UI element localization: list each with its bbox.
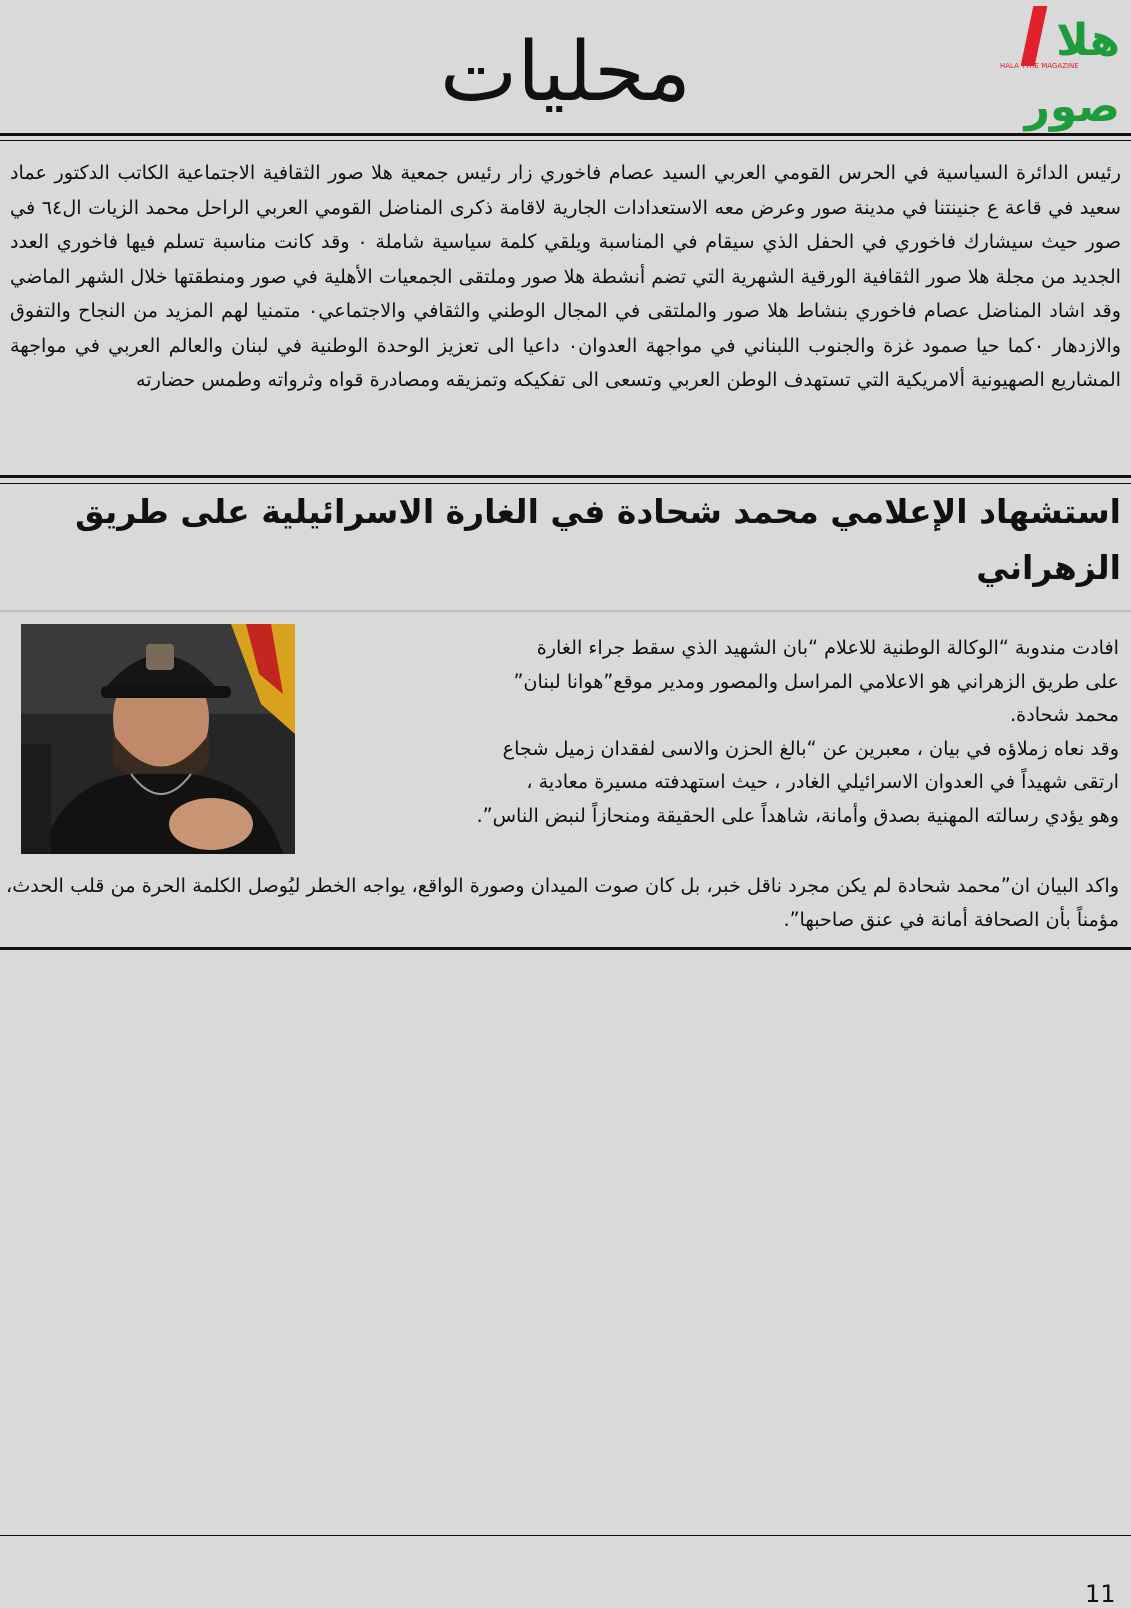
article2-line-3: محمد شحادة. xyxy=(1010,703,1119,726)
article2-line-2: على طريق الزهراني هو الاعلامي المراسل والمصور ومدير موقع”هوانا لبنان” xyxy=(513,669,1119,693)
article2-body xyxy=(320,631,1119,832)
article-end-rule xyxy=(0,947,1131,950)
article2-line-6: وهو يؤدي رسالته المهنية بصدق وأمانة، شاهداً على الحقيقة ومنحازاً لنبض الناس”. xyxy=(476,803,1119,827)
journalist-photo xyxy=(21,624,295,854)
page-number: 11 xyxy=(1085,1580,1116,1608)
logo-text: هلا صور xyxy=(1024,15,1120,132)
article2-line-4: وقد نعاه زملاؤه في بيان ، معبرين عن “بالغ الحزن والاسى لفقدان زميل شجاع xyxy=(502,736,1119,760)
headline-divider xyxy=(0,610,1131,612)
article2-headline: استشهاد الإعلامي محمد شحادة في الغارة الاسرائيلية على طريق الزهراني xyxy=(75,492,1121,587)
journalist-photo-illustration xyxy=(21,624,295,854)
header-rule-thin xyxy=(0,140,1131,141)
article2-closing: واكد البيان ان”محمد شحادة لم يكن مجرد ناقل خبر، بل كان صوت الميدان وصورة الواقع، يواجه الخطر ليُوصل الكلمة الحرة من قلب الحدث، مؤمناً بأن الصحافة أمانة في عنق صاحبها”. xyxy=(6,874,1119,931)
header-rule xyxy=(0,133,1131,136)
footer-rule xyxy=(0,1535,1131,1536)
article-divider xyxy=(0,475,1131,478)
article2-line-5: ارتقى شهيداً في العدوان الاسرائيلي الغادر ، حيث استهدفته مسيرة معادية ، xyxy=(526,770,1119,793)
article2-line-1: افادت مندوبة “الوكالة الوطنية للاعلام “بان الشهيد الذي سقط جراء الغارة xyxy=(536,636,1119,659)
article1-body: رئيس الدائرة السياسية في الحرس القومي العربي السيد عصام فاخوري زار رئيس جمعية هلا صور الثقافية الاجتماعية الكاتب الدكتور عماد سعيد في قاعة ع جنينتنا في مدينة صور وعرض معه الاستعدادات الجارية لاقامة ذكرى المناضل القومي العربي الراحل محمد الزيات ال٦٤ في صور حيث سيشارك فاخوري في الحفل الذي سيقام في المناسبة ويلقي كلمة سياسية شاملة ٠ وقد كانت مناسبة تسلم فيها فاخوري العدد الجديد من مجلة هلا صور الثقافية الورقية الشهرية التي تضم أنشطة هلا صور وملتقى الجمعيات الأهلية في صور ومنطقتها خلال الشهر الماضي وقد اشاد المناضل عصام فاخوري بنشاط هلا صور والملتقى في المجال الوطني والثقافي والاجتماعي٠ متمنيا لهم المزيد من النجاح والتفوق والازدهار ٠كما حيا صمود غزة والجنوب اللبناني في مواجهة العدوان٠ داعيا الى تعزيز الوحدة الوطنية في لبنان والعالم العربي في مواجهة المشاريع الصهيونية ألامريكية التي تستهدف الوطن العربي وتسعى الى تفكيكه وتمزيقه ومصادرة قواه وثرواته وطمس حضارته xyxy=(10,161,1122,391)
section-title: محليات xyxy=(440,25,691,120)
logo-tagline: HALA TYRE MAGAZINE xyxy=(1000,62,1079,70)
